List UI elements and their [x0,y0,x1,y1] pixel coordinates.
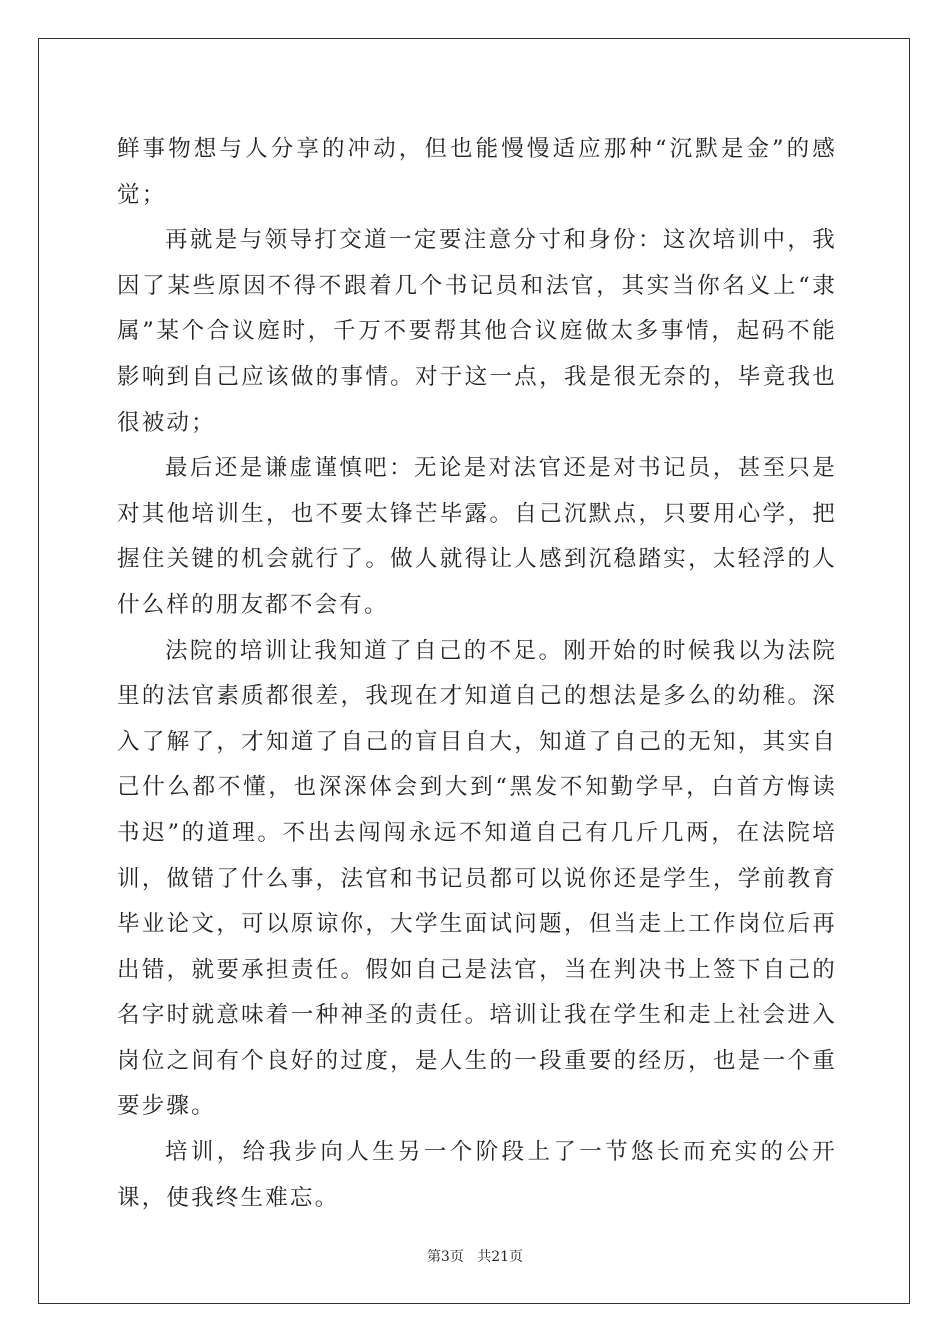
document-body [117,127,837,1221]
paragraph-3: 最后还是谦虚谨慎吧：无论是对法官还是对书记员，甚至只是对其他培训生，也不要太锋芒毕露。自己沉默点，只要用心学，把握住关键的机会就行了。做人就得让人感到沉稳踏实，太轻浮的人什么样的朋友都不会有。 [117,455,837,618]
page-total: 共21页 [477,1249,524,1265]
page-number: 第3页 [426,1249,464,1265]
paragraph-2: 再就是与领导打交道一定要注意分寸和身份：这次培训中，我因了某些原因不得不跟着几个书记员和法官，其实当你名义上“隶属”某个合议庭时，千万不要帮其他合议庭做太多事情，起码不能影响到自己应该做的事情。对于这一点，我是很无奈的，毕竟我也很被动； [117,227,837,436]
page-footer [0,1246,950,1266]
paragraph-5: 培训，给我步向人生另一个阶段上了一节悠长而充实的公开课，使我终生难忘。 [117,1139,837,1211]
paragraph-1: 鲜事物想与人分享的冲动，但也能慢慢适应那种“沉默是金”的感觉； [117,136,837,208]
paragraph-4: 法院的培训让我知道了自己的不足。刚开始的时候我以为法院里的法官素质都很差，我现在才知道自己的想法是多么的幼稚。深入了解了，才知道了自己的盲目自大，知道了自己的无知，其实自己什么都不懂，也深深体会到大到“黑发不知勤学早，白首方悔读书迟”的道理。不出去闯闯永远不知道自己有几斤几两，在法院培训，做错了什么事，法官和书记员都可以说你还是学生，学前教育毕业论文，可以原谅你，大学生面试问题，但当走上工作岗位后再出错，就要承担责任。假如自己是法官，当在判决书上签下自己的名字时就意味着一种神圣的责任。培训让我在学生和走上社会进入岗位之间有个良好的过度，是人生的一段重要的经历，也是一个重要步骤。 [117,637,837,1120]
